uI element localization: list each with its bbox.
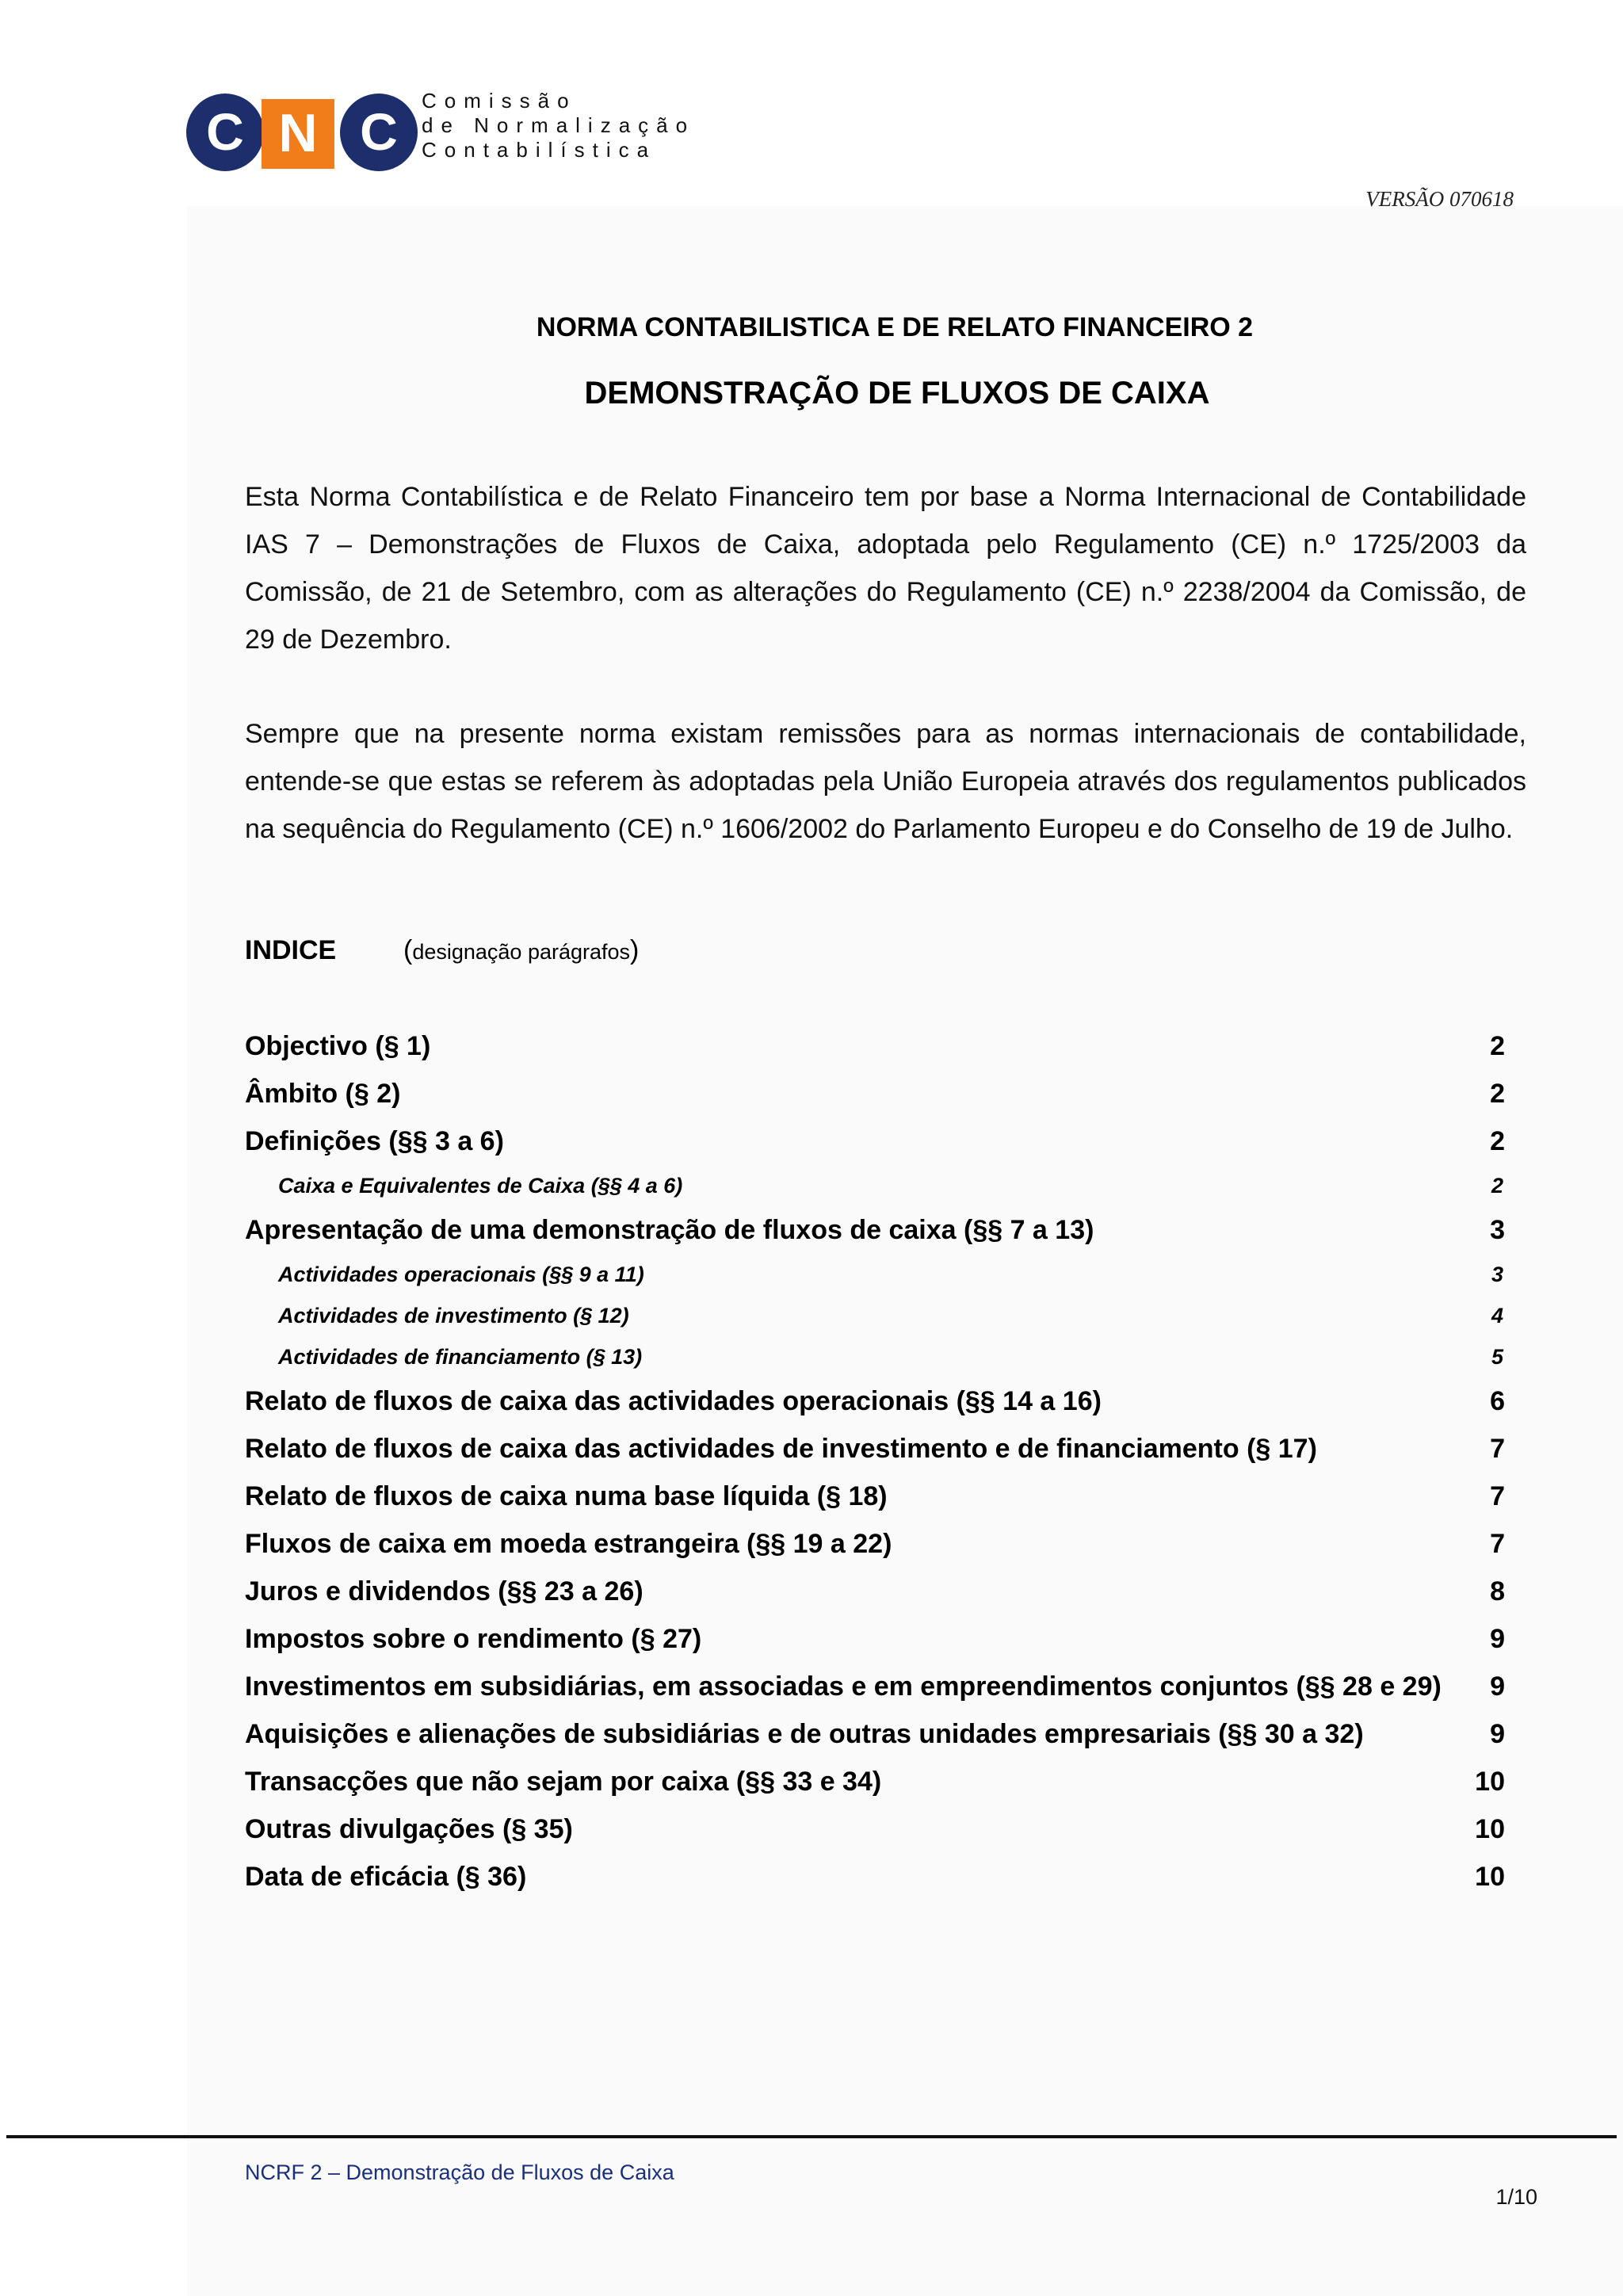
toc-entry-page: 5	[1491, 1344, 1503, 1369]
toc-entry[interactable]	[245, 1853, 1505, 1901]
logo-line-2: de Normalização	[422, 113, 696, 137]
toc-entry[interactable]	[245, 1663, 1505, 1710]
toc-entry[interactable]	[245, 1520, 1505, 1568]
toc-entry-title: Objectivo (§ 1)	[245, 1030, 431, 1061]
logo-line-3: Contabilística	[422, 138, 657, 162]
toc-entry[interactable]	[245, 1377, 1505, 1425]
index-note: (designação parágrafos)	[403, 935, 640, 965]
toc-entry-page: 2	[1490, 1030, 1505, 1061]
toc-entry-title: Actividades operacionais (§§ 9 a 11)	[278, 1262, 644, 1286]
toc-entry[interactable]	[245, 1568, 1505, 1615]
toc-subentry[interactable]	[245, 1254, 1505, 1295]
toc-entry-title: Relato de fluxos de caixa das actividades de investimento e de financiamento (§ 17)	[245, 1433, 1317, 1464]
toc-entry-page: 10	[1475, 1861, 1505, 1892]
toc-entry-page: 9	[1490, 1718, 1505, 1749]
version-label: VERSÃO 070618	[1365, 187, 1514, 211]
logo-letter-3: C	[360, 102, 398, 161]
toc-entry-title: Fluxos de caixa em moeda estrangeira (§§ 19 a 22)	[245, 1528, 892, 1559]
table-of-contents	[245, 1022, 1505, 1901]
toc-subentry[interactable]	[245, 1336, 1505, 1377]
remissions-paragraph: Sempre que na presente norma existam remissões para as normas internacionais de contabilidade, entende-se que estas se referem às adoptadas pela União Europeia através dos regulamentos publicados na sequência do Regulamento (CE) n.º 1606/2002 do Parlamento Europeu e do Conselho de 19 de Julho.	[245, 719, 1526, 844]
toc-entry-title: Transacções que não sejam por caixa (§§ 33 e 34)	[245, 1766, 882, 1797]
toc-entry-page: 10	[1475, 1813, 1505, 1844]
footer-document-title: NCRF 2 – Demonstração de Fluxos de Caixa	[245, 2160, 674, 2184]
toc-entry-title: Actividades de investimento (§ 12)	[278, 1303, 629, 1328]
toc-entry[interactable]	[245, 1206, 1505, 1254]
toc-entry[interactable]	[245, 1758, 1505, 1805]
toc-subentry[interactable]	[245, 1295, 1505, 1336]
toc-entry[interactable]	[245, 1710, 1505, 1758]
index-label: INDICE	[245, 935, 337, 965]
footer-page-number: 1/10	[1495, 2185, 1537, 2209]
footer-divider	[6, 2135, 1617, 2138]
toc-entry-page: 2	[1490, 1125, 1505, 1156]
toc-entry-title: Relato de fluxos de caixa das actividades operacionais (§§ 14 a 16)	[245, 1385, 1102, 1416]
toc-subentry[interactable]	[245, 1165, 1505, 1206]
intro-paragraph: Esta Norma Contabilística e de Relato Financeiro tem por base a Norma Internacional de Contabilidade IAS 7 – Demonstrações de Fluxos de Caixa, adoptada pelo Regulamento (CE) n.º 1725/2003 da Comissão, de 21 de Setembro, com as alterações do Regulamento (CE) n.º 2238/2004 da Comissão, de 29 de Dezembro.	[245, 482, 1526, 655]
toc-entry-page: 2	[1491, 1173, 1503, 1198]
toc-entry[interactable]	[245, 1615, 1505, 1663]
toc-entry-page: 9	[1490, 1623, 1505, 1654]
toc-entry-title: Âmbito (§ 2)	[245, 1078, 401, 1109]
toc-entry-title: Impostos sobre o rendimento (§ 27)	[245, 1623, 702, 1654]
toc-entry[interactable]	[245, 1117, 1505, 1165]
toc-entry-page: 9	[1490, 1671, 1505, 1702]
toc-entry[interactable]	[245, 1425, 1505, 1473]
toc-entry-page: 7	[1490, 1433, 1505, 1464]
logo-letter-1: C	[206, 102, 244, 161]
toc-entry-title: Juros e dividendos (§§ 23 a 26)	[245, 1576, 643, 1606]
logo-letter-2: N	[278, 103, 318, 163]
toc-entry-title: Outras divulgações (§ 35)	[245, 1813, 573, 1844]
toc-entry-title: Aquisições e alienações de subsidiárias e de outras unidades empresariais (§§ 30 a 32)	[245, 1718, 1364, 1749]
toc-entry-title: Actividades de financiamento (§ 13)	[278, 1344, 643, 1369]
toc-entry-title: Definições (§§ 3 a 6)	[245, 1125, 504, 1156]
toc-entry-page: 3	[1490, 1214, 1505, 1245]
toc-entry-page: 7	[1490, 1480, 1505, 1511]
toc-entry-page: 7	[1490, 1528, 1505, 1559]
toc-entry[interactable]	[245, 1473, 1505, 1520]
toc-entry[interactable]	[245, 1805, 1505, 1853]
toc-entry-page: 2	[1490, 1078, 1505, 1109]
toc-entry-page: 10	[1475, 1766, 1505, 1797]
toc-entry-title: Apresentação de uma demonstração de fluxos de caixa (§§ 7 a 13)	[245, 1214, 1094, 1245]
logo-wordmark	[422, 89, 695, 162]
toc-entry[interactable]	[245, 1070, 1505, 1117]
logo-line-1: Comissão	[422, 89, 577, 113]
toc-entry-title: Caixa e Equivalentes de Caixa (§§ 4 a 6)	[278, 1173, 683, 1198]
toc-entry-title: Data de eficácia (§ 36)	[245, 1861, 527, 1892]
index-note-text: designação parágrafos	[412, 940, 631, 964]
toc-entry-page: 3	[1491, 1262, 1503, 1286]
norma-title: NORMA CONTABILISTICA E DE RELATO FINANCEIRO 2	[536, 312, 1254, 342]
toc-entry-page: 8	[1490, 1576, 1505, 1606]
toc-entry-title: Investimentos em subsidiárias, em associadas e em empreendimentos conjuntos (§§ 28 e 29)	[245, 1671, 1442, 1702]
index-heading	[245, 935, 640, 966]
page-title: DEMONSTRAÇÃO DE FLUXOS DE CAIXA	[584, 376, 1210, 411]
toc-entry-title: Relato de fluxos de caixa numa base líquida (§ 18)	[245, 1480, 888, 1511]
toc-entry[interactable]	[245, 1022, 1505, 1070]
toc-entry-page: 6	[1490, 1385, 1505, 1416]
toc-entry-page: 4	[1491, 1303, 1503, 1328]
